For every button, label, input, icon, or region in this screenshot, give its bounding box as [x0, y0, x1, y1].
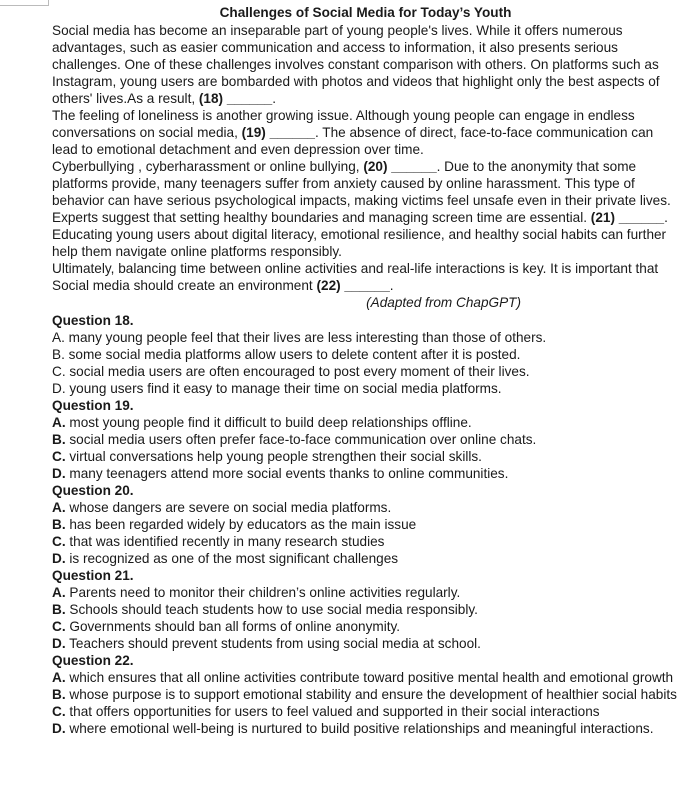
option-letter: A.	[52, 585, 66, 600]
option-text: which ensures that all online activities contribute toward positive mental health and emotional growth	[69, 670, 674, 685]
option-letter: C.	[52, 449, 66, 464]
option-c[interactable]	[52, 703, 679, 720]
option-c[interactable]	[52, 533, 679, 550]
blank-18: (18) ______	[198, 91, 273, 106]
option-letter: A.	[52, 500, 66, 515]
question-21	[52, 567, 679, 652]
option-b[interactable]	[52, 431, 679, 448]
option-d[interactable]	[52, 550, 679, 567]
option-a[interactable]	[52, 669, 679, 686]
option-b[interactable]	[52, 601, 679, 618]
option-a[interactable]	[52, 329, 679, 346]
paragraph-text: Social media has become an inseparable part of young people's lives. While it offers numerous advantages, such as easier communication and access to information, it also presents serious challenges. One of these challenges involves constant comparison with others. On platforms such as Instagram, young users are bombarded with photos and videos that highlight only the best aspects of others' lives.As a result,	[52, 23, 660, 106]
option-letter: C.	[52, 364, 66, 379]
question-20	[52, 482, 679, 567]
option-text: many teenagers attend more social events thanks to online communities.	[69, 466, 509, 481]
option-b[interactable]	[52, 346, 679, 363]
option-letter: B.	[52, 687, 66, 702]
blank-21: (21) ______	[590, 210, 665, 225]
option-letter: D.	[52, 466, 66, 481]
option-letter: A.	[52, 330, 65, 345]
question-heading: Question 22.	[52, 653, 134, 668]
paragraph-tail: .	[272, 91, 276, 106]
source-citation: (Adapted from ChapGPT)	[366, 295, 521, 310]
option-a[interactable]	[52, 414, 679, 431]
option-text: social media users often prefer face-to-face communication over online chats.	[69, 432, 537, 447]
option-text: virtual conversations help young people strengthen their social skills.	[69, 449, 482, 464]
option-text: is recognized as one of the most significant challenges	[69, 551, 399, 566]
option-a[interactable]	[52, 499, 679, 516]
option-text: most young people find it difficult to build deep relationships offline.	[69, 415, 472, 430]
option-b[interactable]	[52, 516, 679, 533]
option-letter: A.	[52, 415, 66, 430]
option-letter: B.	[52, 432, 66, 447]
option-text: Governments should ban all forms of online anonymity.	[69, 619, 401, 634]
passage-paragraph-3	[52, 158, 679, 209]
question-heading: Question 19.	[52, 398, 134, 413]
passage-paragraph-4	[52, 209, 679, 260]
option-text: whose dangers are severe on social media platforms.	[69, 500, 392, 515]
paragraph-text: Cyberbullying , cyberharassment or online bullying,	[52, 159, 364, 174]
question-18	[52, 312, 679, 397]
option-letter: C.	[52, 534, 66, 549]
option-a[interactable]	[52, 584, 679, 601]
blank-20: (20) ______	[363, 159, 437, 174]
option-d[interactable]	[52, 465, 679, 482]
paragraph-text: Ultimately, balancing time between online activities and real-life interactions is key. It is important that Social media should create an environment	[52, 261, 659, 293]
option-letter: D.	[52, 636, 66, 651]
option-letter: A.	[52, 670, 66, 685]
option-letter: D.	[52, 381, 66, 396]
option-d[interactable]	[52, 380, 679, 397]
worksheet	[52, 4, 679, 737]
option-letter: B.	[52, 347, 65, 362]
paragraph-text: The feeling of loneliness is another growing issue. Although young people can engage in endless conversations on social media,	[52, 108, 635, 140]
option-text: social media users are often encouraged to post every moment of their lives.	[69, 364, 530, 379]
passage-paragraph-2	[52, 107, 679, 158]
question-19	[52, 397, 679, 482]
blank-19: (19) ______	[241, 125, 315, 140]
paragraph-tail: . Due to the anonymity that some platforms provide, many teenagers suffer from anxiety caused by online harassment. This type of behavior can have serious psychological impacts, making victims feel unsafe even in their private lives.	[52, 159, 671, 208]
question-heading: Question 18.	[52, 313, 134, 328]
paragraph-tail: .	[389, 278, 394, 293]
option-text: young users find it easy to manage their time on social media platforms.	[69, 381, 502, 396]
option-text: Teachers should prevent students from using social media at school.	[69, 636, 481, 651]
option-c[interactable]	[52, 448, 679, 465]
option-d[interactable]	[52, 720, 679, 737]
option-text: where emotional well-being is nurtured to build positive relationships and meaningful interactions.	[69, 721, 654, 736]
question-heading: Question 20.	[52, 483, 134, 498]
question-22	[52, 652, 679, 737]
option-c[interactable]	[52, 363, 679, 380]
option-b[interactable]	[52, 686, 679, 703]
passage	[52, 22, 679, 294]
question-heading: Question 21.	[52, 568, 134, 583]
paragraph-text: Experts suggest that setting healthy boundaries and managing screen time are essential.	[52, 210, 591, 225]
option-text: Schools should teach students how to use social media responsibly.	[69, 602, 478, 617]
option-text: that was identified recently in many research studies	[69, 534, 385, 549]
option-text: has been regarded widely by educators as the main issue	[69, 517, 417, 532]
page-corner-mark	[0, 0, 49, 6]
passage-paragraph-1	[52, 22, 679, 107]
option-text: whose purpose is to support emotional stability and ensure the development of healthier social habits	[69, 687, 677, 702]
option-text: some social media platforms allow users to delete content after it is posted.	[68, 347, 521, 362]
option-c[interactable]	[52, 618, 679, 635]
option-text: many young people feel that their lives are less interesting than those of others.	[68, 330, 547, 345]
blank-22: (22) ______	[316, 278, 390, 293]
option-letter: D.	[52, 551, 66, 566]
option-text: that offers opportunities for users to feel valued and supported in their social interactions	[69, 704, 600, 719]
option-text: Parents need to monitor their children’s online activities regularly.	[69, 585, 461, 600]
paragraph-tail: . Educating young users about digital literacy, emotional resilience, and healthy social habits can further help them navigate online platforms responsibly.	[52, 210, 668, 259]
option-letter: C.	[52, 704, 66, 719]
page-title: Challenges of Social Media for Today’s Youth	[219, 5, 512, 20]
option-letter: B.	[52, 602, 66, 617]
passage-paragraph-5	[52, 260, 679, 294]
option-letter: C.	[52, 619, 66, 634]
option-d[interactable]	[52, 635, 679, 652]
option-letter: B.	[52, 517, 66, 532]
paragraph-tail: . The absence of direct, face-to-face communication can lead to emotional detachment and even depression over time.	[52, 125, 654, 157]
option-letter: D.	[52, 721, 66, 736]
